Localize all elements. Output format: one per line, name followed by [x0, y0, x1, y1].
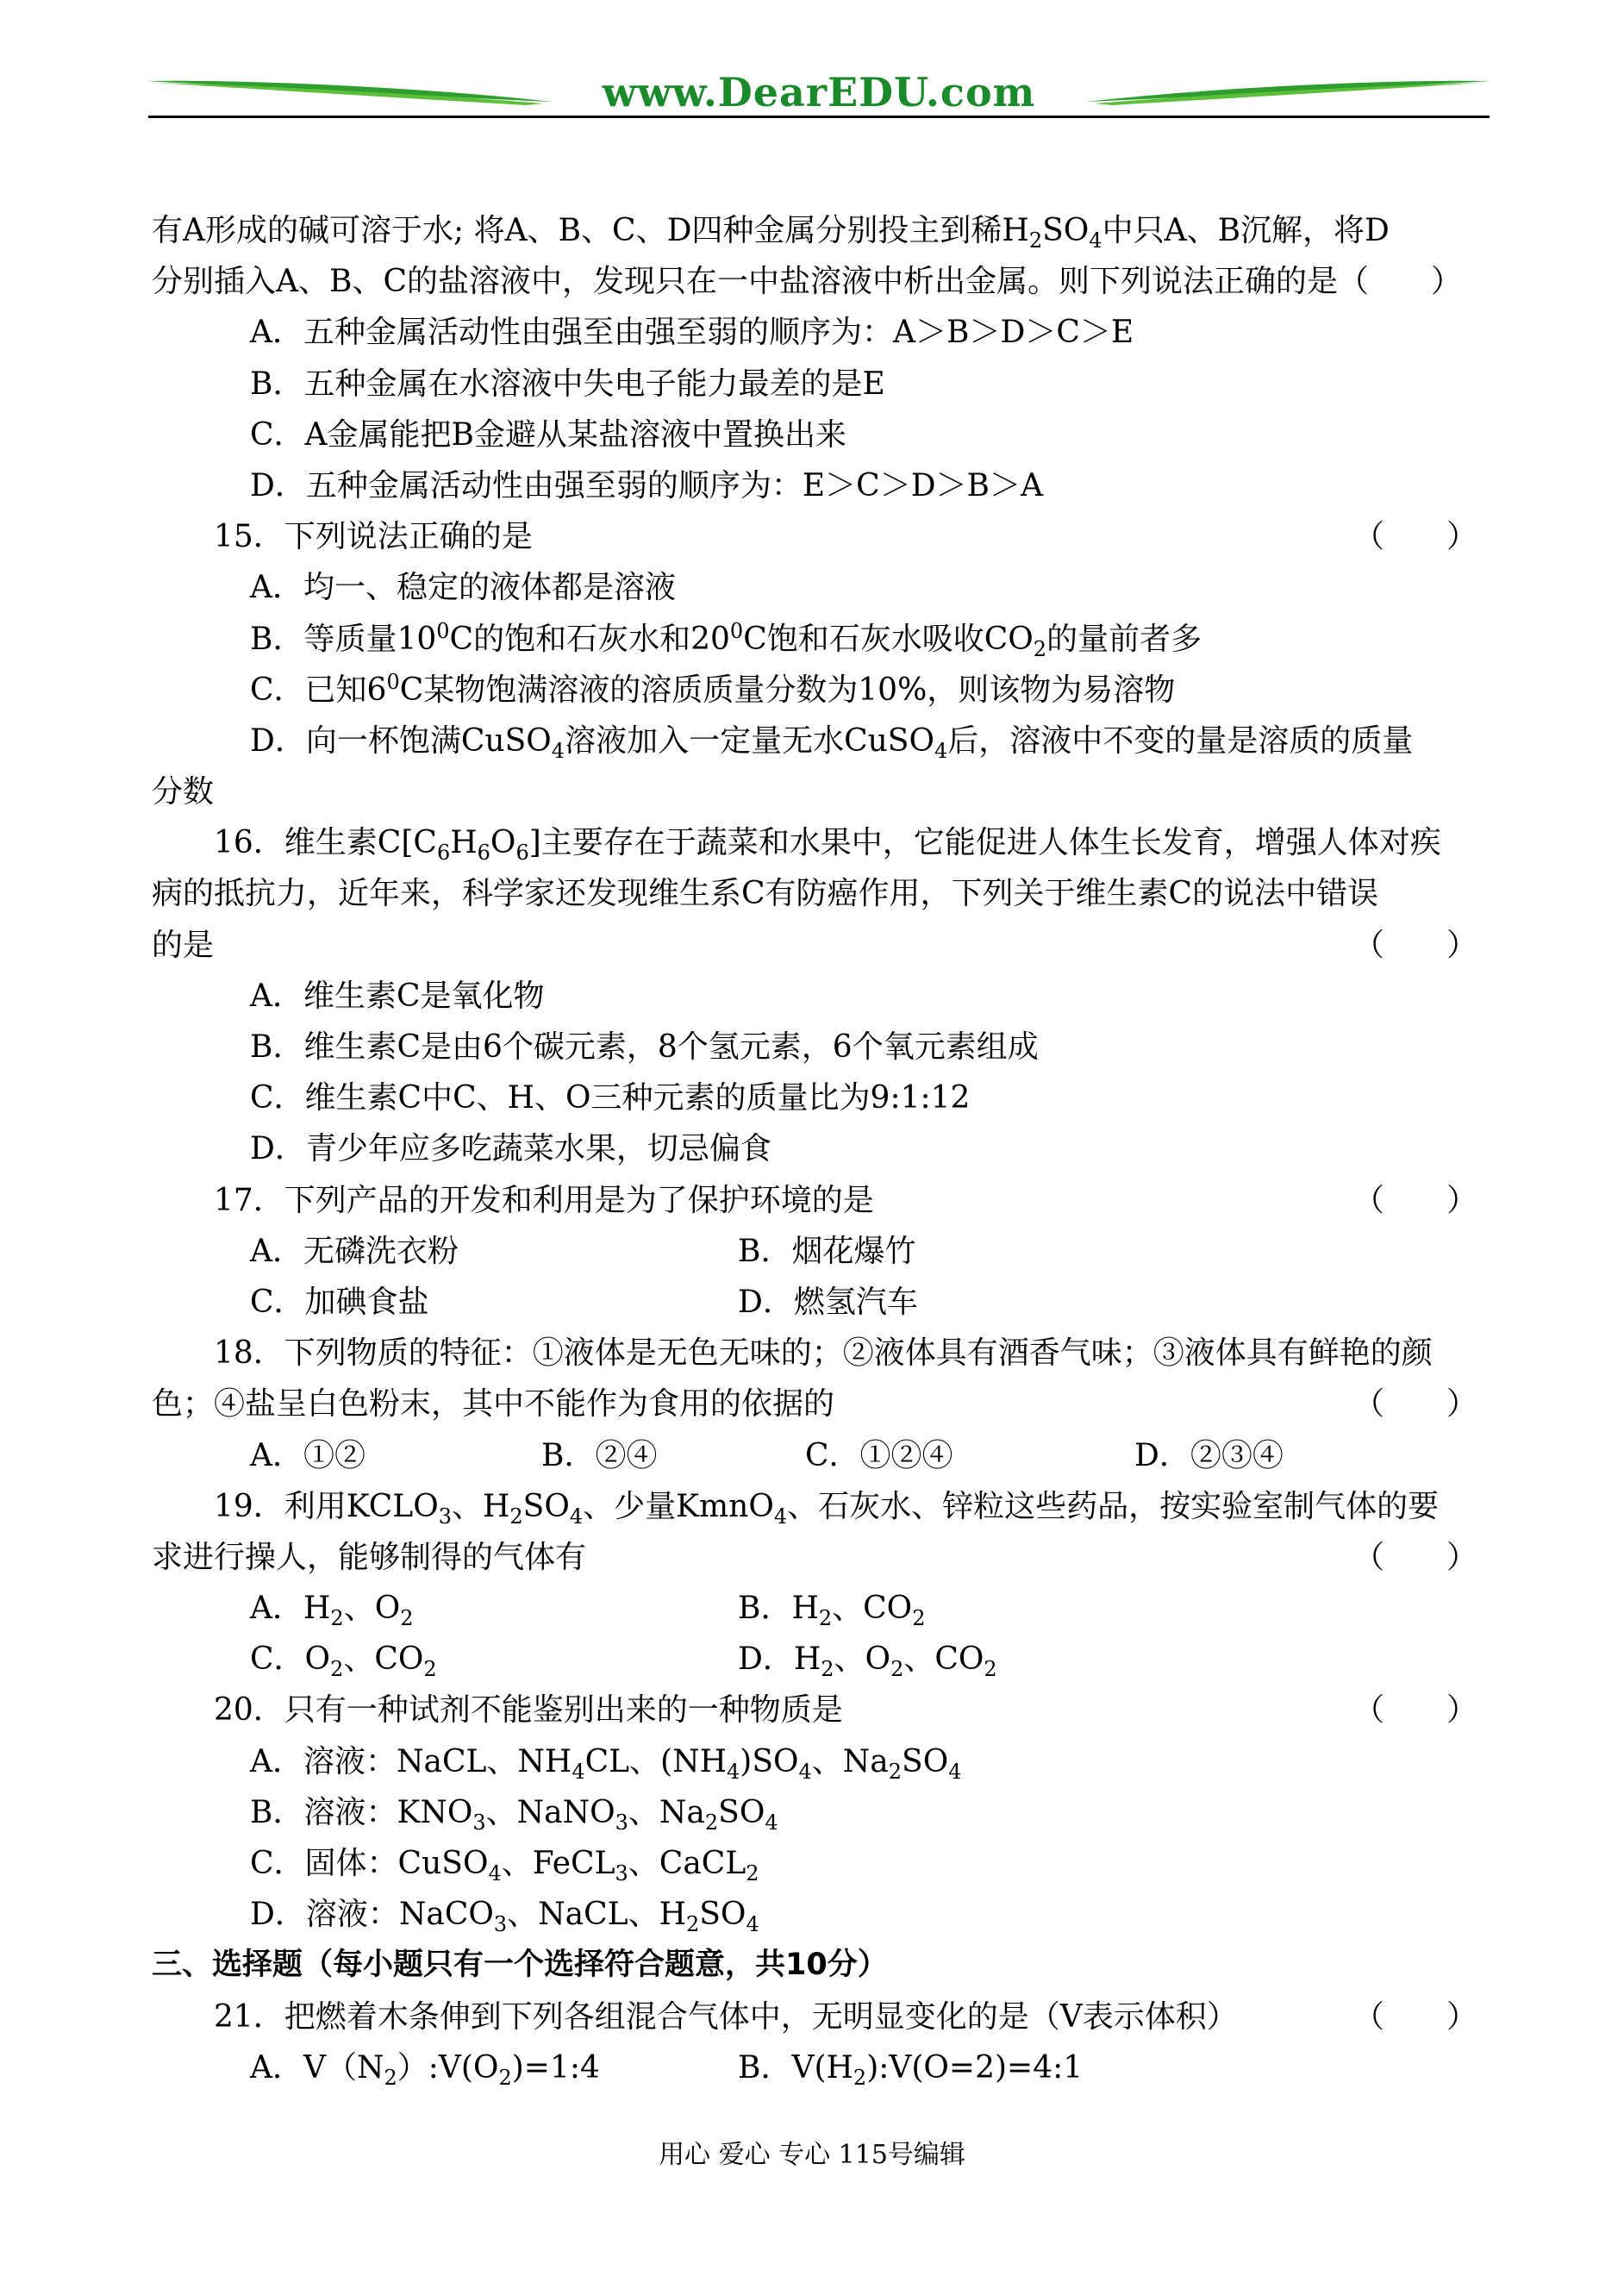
- site-title: www.DearEDU.com: [602, 69, 1036, 116]
- option-row: [152, 2042, 1490, 2093]
- option-row: [152, 1430, 1490, 1481]
- option-row: [152, 1634, 1490, 1685]
- option-a: A．维生素C是氧化物: [250, 978, 545, 1014]
- option-b: B．等质量$10^0C$的饱和石灰水和$20^0C$饱和石灰水吸收$CO_2$的量前者多: [250, 618, 1202, 661]
- option-d: D．溶液：NaCO$_3$、NaCL、$H_2SO_4$: [250, 1897, 759, 1937]
- option-row: [152, 1226, 1490, 1277]
- option-d: D．青少年应多吃蔬菜水果，切忌偏食: [250, 1131, 771, 1167]
- answer-blank: （ ）: [1352, 519, 1477, 555]
- text-line: 分别插入A、B、C的盐溶液中，发现只在一中盐溶液中析出金属。则下列说法正确的是（ ）: [152, 264, 1462, 300]
- question-18: 18．下列物质的特征：①液体是无色无味的；②液体具有酒香气味；③液体具有鲜艳的颜: [214, 1335, 1433, 1372]
- option-b: B．②④: [541, 1437, 658, 1473]
- option-d: D．$H_2$、$O_2$、$CO_2$: [738, 1642, 997, 1682]
- option-row: [152, 1583, 1490, 1634]
- text-line: 求进行操人，能够制得的气体有 （ ）: [152, 1532, 1490, 1583]
- question-15: 15．下列说法正确的是 （ ）: [152, 511, 1490, 562]
- option-a: A．无磷洗衣粉: [250, 1233, 459, 1269]
- question-21: 21．把燃着木条伸到下列各组混合气体中，无明显变化的是（V表示体积） （ ）: [152, 1992, 1490, 2042]
- option-row: [152, 1277, 1490, 1328]
- text-line: 有A形成的碱可溶于水; 将A、B、C、D四种金属分别投主到稀$H_2SO_4$中只A、B沉解，将D: [152, 213, 1390, 253]
- option-b: B．烟花爆竹: [738, 1233, 916, 1269]
- text-line: 分数: [152, 774, 215, 810]
- option-c: C．固体：CuSO$_4$、FeCL$_3$、CaCL$_2$: [250, 1846, 759, 1886]
- question-20: 20．只有一种试剂不能鉴别出来的一种物质是 （ ）: [152, 1685, 1490, 1735]
- header-divider: [148, 116, 1490, 118]
- text-line: 色；④盐呈白色粉末，其中不能作为食用的依据的 （ ）: [152, 1379, 1490, 1429]
- option-b: B．溶液：$KNO_3$、NaNO$_3$、$Na_2SO_4$: [250, 1794, 778, 1835]
- answer-blank: （ ）: [1352, 1182, 1477, 1218]
- question-16: 16．维生素$C[C_6H_6O_6]$主要存在于蔬菜和水果中，它能促进人体生长发育，增强人体对疾: [214, 825, 1441, 866]
- option-d: D．向一杯饱满CuSO$_4$溶液加入一定量无水CuSO$_4$后，溶液中不变的量是溶质的质量: [250, 722, 1414, 764]
- answer-blank: （ ）: [1352, 1539, 1477, 1575]
- option-c: C．维生素C中C、H、O三种元素的质量比为9:1:12: [250, 1080, 971, 1116]
- text-line: 病的抵抗力，近年来，科学家还发现维生系C有防癌作用，下列关于维生素C的说法中错误: [152, 876, 1379, 912]
- option-a: A．$V(N_2):V(O_2)=1:4$: [250, 2049, 600, 2090]
- answer-blank: （ ）: [1352, 927, 1477, 963]
- answer-blank: （ ）: [1352, 1692, 1477, 1729]
- option-a: A．均一、稳定的液体都是溶液: [250, 570, 676, 606]
- option-b: B．五种金属在水溶液中失电子能力最差的是E: [250, 366, 885, 402]
- page-footer: 用心 爱心 专心 115号编辑: [659, 2140, 965, 2170]
- option-a: A．①②: [250, 1437, 365, 1473]
- option-a: A．$H_2$、$O_2$: [250, 1591, 414, 1631]
- question-17: 17．下列产品的开发和利用是为了保护环境的是 （ ）: [152, 1175, 1490, 1226]
- option-c: C．$O_2$、$CO_2$: [250, 1642, 437, 1682]
- answer-blank: （ ）: [1352, 1998, 1477, 2035]
- option-d: D．燃氢汽车: [738, 1284, 918, 1320]
- exam-content: [152, 205, 1490, 2093]
- answer-blank: （ ）: [1352, 1386, 1477, 1423]
- option-b: B．$V(H_2):V(O=2)=4:1$: [738, 2049, 1084, 2090]
- option-d: D．五种金属活动性由强至弱的顺序为：E＞C＞D＞B＞A: [250, 467, 1044, 503]
- option-c: C．A金属能把B金避从某盐溶液中置换出来: [250, 416, 846, 453]
- option-d: D．②③④: [1134, 1437, 1284, 1473]
- option-c: C．①②④: [805, 1437, 953, 1473]
- option-b: B．维生素C是由6个碳元素，8个氢元素，6个氧元素组成: [250, 1029, 1039, 1065]
- option-c: C．加碘食盐: [250, 1284, 429, 1320]
- section-heading: 三、选择题（每小题只有一个选择符合题意，共10分）: [152, 1948, 888, 1983]
- text-line: 的是 （ ）: [152, 920, 1490, 971]
- option-a: A．五种金属活动性由强至由强至弱的顺序为：A＞B＞D＞C＞E: [250, 315, 1134, 351]
- question-19: 19．利用$KCLO_3$、$H_2SO_4$、少量KmnO$_4$、石灰水、锌粒这些药品，按实验室制气体的要: [214, 1488, 1440, 1529]
- site-header: [147, 67, 1491, 119]
- option-b: B．$H_2$、$CO_2$: [738, 1591, 926, 1631]
- option-a: A．溶液：NaCL、$NH_4CL$、$(NH_4)SO_4$、$Na_2SO_4$: [250, 1743, 962, 1784]
- option-c: C．已知$6^0C$某物饱满溶液的溶质质量分数为10%，则该物为易溶物: [250, 669, 1176, 708]
